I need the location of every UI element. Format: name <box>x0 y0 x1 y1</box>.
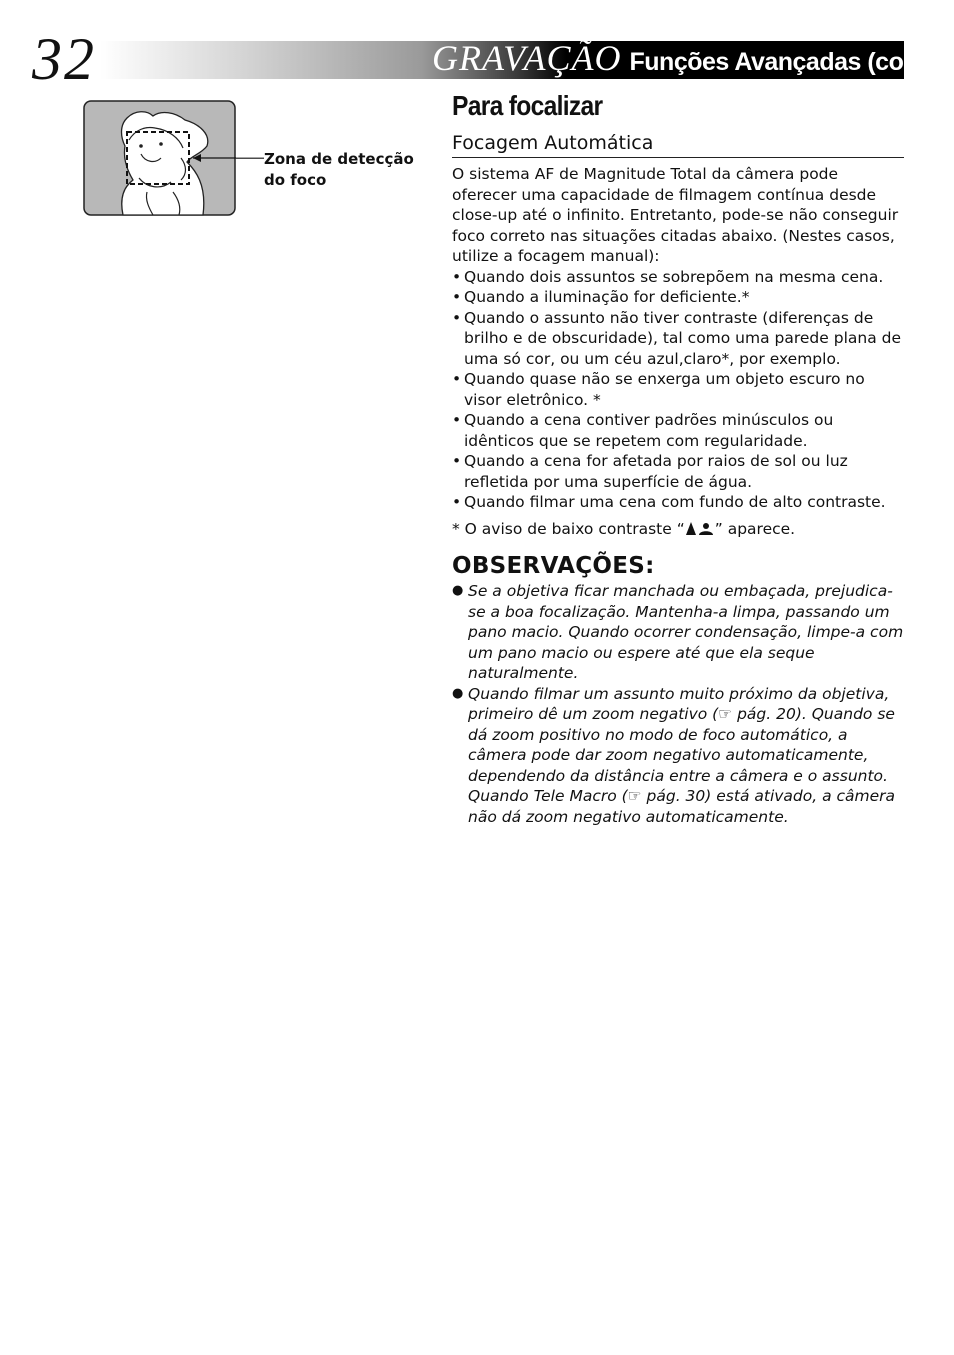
right-column <box>452 86 904 827</box>
page-number: 32 <box>32 26 96 92</box>
page-reference-icon: ☞ <box>718 705 733 723</box>
subsection-title: Focagem Automática <box>452 129 904 158</box>
focus-zone-illustration <box>83 100 236 216</box>
page-reference-icon: ☞ <box>627 787 642 805</box>
observations-list <box>452 581 904 827</box>
list-item: • Quando o assunto não tiver contraste (diferenças de brilho e de obscuridade), tal como uma parede plana de uma só cor, ou um céu azul,claro*, por exemplo. <box>452 308 902 368</box>
condition-list <box>452 267 904 513</box>
list-item: • Quando dois assuntos se sobrepõem na mesma cena. <box>452 267 884 286</box>
header-title-sub: Funções Avançadas (cont.) <box>629 48 941 76</box>
header-title <box>432 36 940 80</box>
list-item: • Quando a cena for afetada por raios de sol ou luz refletida por uma superfície de água. <box>452 452 848 491</box>
header-title-main: GRAVAÇÃO <box>432 38 622 78</box>
list-item: • Quando quase não se enxerga um objeto escuro no visor eletrônico. * <box>452 370 865 409</box>
focus-zone-label: Zona de detecção do foco <box>264 150 414 189</box>
body-text <box>452 164 904 513</box>
list-item: ● Quando filmar um assunto muito próximo da objetiva, primeiro dê um zoom negativo (☞ pág. 20). Quando se dá zoom positivo no modo de foco automático, a câmera pode dar zoom negativo automaticamente, dependendo da distância entre a câmera e o assunto. Quando Tele Macro (☞ pág. 30) está ativado, a câmera não dá zoom negativo automaticamente. <box>452 684 896 826</box>
list-item: • Quando filmar uma cena com fundo de alto contraste. <box>452 493 886 511</box>
label-leader-line <box>236 157 264 161</box>
list-item: • Quando a cena contiver padrões minúsculos ou idênticos que se repetem com regularidade. <box>452 411 834 450</box>
list-item: • Quando a iluminação for deficiente.* <box>452 288 750 306</box>
footnote: * O aviso de baixo contraste “ ” aparece. <box>452 519 796 538</box>
intro-paragraph: O sistema AF de Magnitude Total da câmera pode oferecer uma capacidade de filmagem contínua desde close-up até o infinito. Entretanto, pode-se não conseguir foco correto nas situações citadas abaixo. (Nestes casos, utilize a focagem manual): <box>452 165 899 265</box>
low-contrast-icon <box>685 521 715 536</box>
observations-title: OBSERVAÇÕES: <box>452 553 655 579</box>
section-title: Para focalizar <box>452 90 603 121</box>
list-item: ● Se a objetiva ficar manchada ou embaçada, prejudica-se a boa focalização. Mantenha-a limpa, passando um pano macio. Quando ocorrer condensação, limpe-a com um pano macio ou espere até que ela seque naturalmente. <box>452 582 904 682</box>
